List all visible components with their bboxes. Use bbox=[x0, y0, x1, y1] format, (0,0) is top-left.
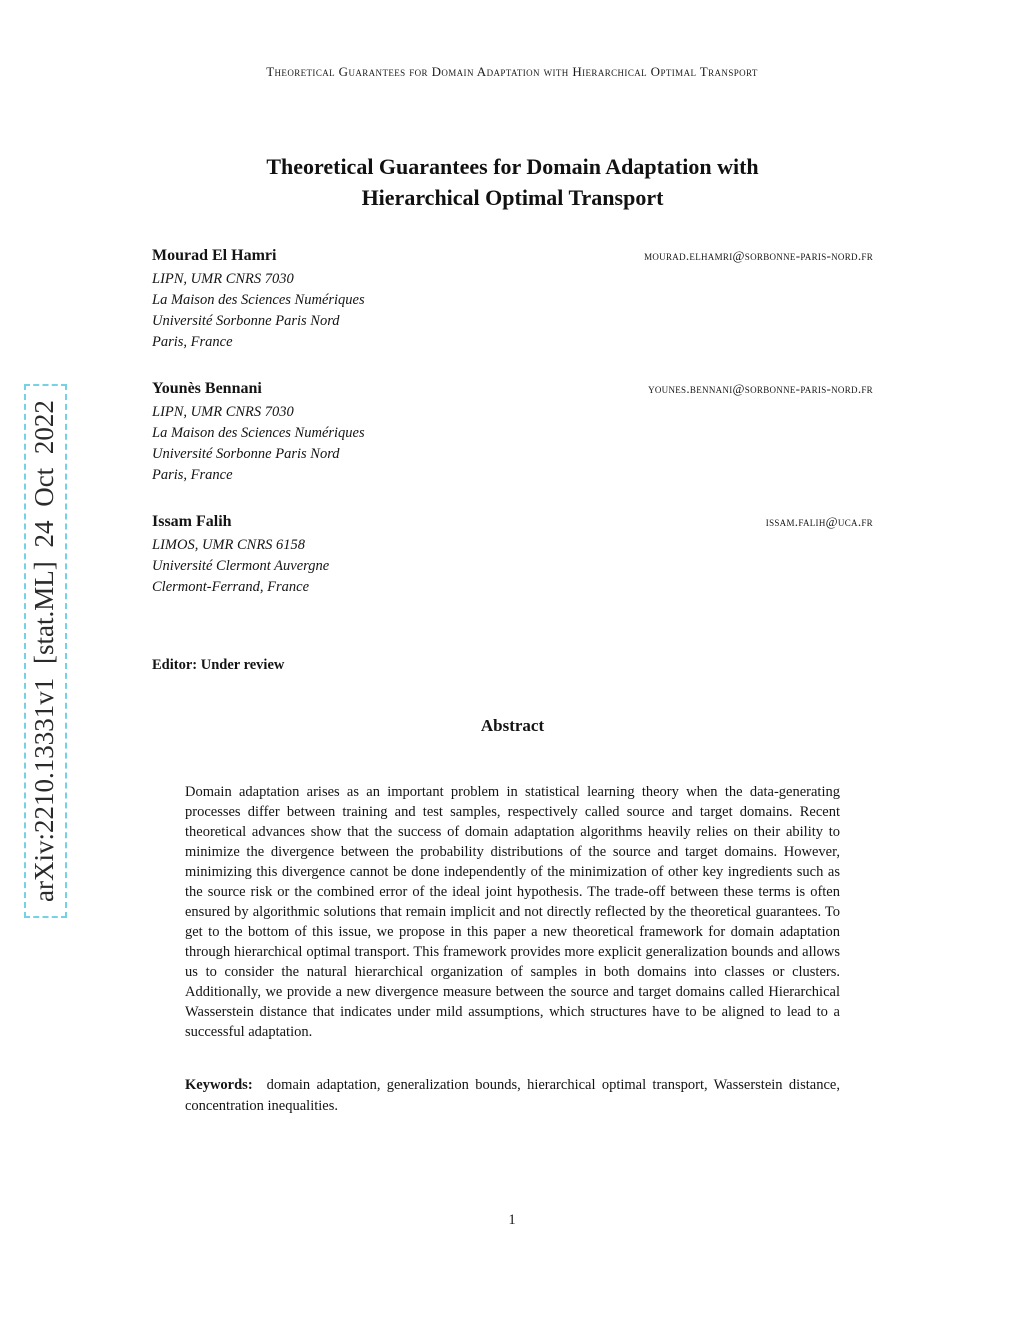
author-affiliation-line: LIMOS, UMR CNRS 6158 bbox=[152, 537, 306, 553]
abstract-heading: Abstract bbox=[480, 716, 545, 735]
paper-title-line1: Theoretical Guarantees for Domain Adaptation with bbox=[266, 154, 759, 179]
author-block bbox=[152, 247, 873, 352]
page-number: 1 bbox=[508, 1212, 516, 1228]
author-affiliation-line: Université Sorbonne Paris Nord bbox=[152, 313, 340, 329]
editor-line bbox=[152, 657, 873, 674]
editor-label: Editor: bbox=[152, 657, 198, 673]
content-column bbox=[152, 151, 873, 1117]
paper-title-line2: Hierarchical Optimal Transport bbox=[361, 185, 664, 210]
author-affiliation-line: Université Clermont Auvergne bbox=[152, 558, 330, 574]
author-affiliation-line: La Maison des Sciences Numériques bbox=[152, 292, 365, 308]
author-email: mourad.elhamri@sorbonne-paris-nord.fr bbox=[644, 248, 873, 263]
author-affiliation-line: Paris, France bbox=[152, 334, 233, 350]
arxiv-watermark-text: arXiv:2210.13331v1 [stat.ML] 24 Oct 2022 bbox=[29, 400, 59, 902]
author-block bbox=[152, 380, 873, 485]
arxiv-watermark bbox=[24, 384, 67, 918]
author-affiliation-line: Paris, France bbox=[152, 467, 233, 483]
author-email: younes.bennani@sorbonne-paris-nord.fr bbox=[648, 381, 873, 396]
author-name: Mourad El Hamri bbox=[152, 247, 277, 264]
author-name: Younès Bennani bbox=[152, 380, 262, 397]
author-affiliation-line: Université Sorbonne Paris Nord bbox=[152, 446, 340, 462]
author-affiliation-line: LIPN, UMR CNRS 7030 bbox=[152, 404, 294, 420]
author-block bbox=[152, 513, 873, 597]
author-row bbox=[152, 247, 873, 265]
author-row bbox=[152, 380, 873, 398]
author-affiliation-line: Clermont-Ferrand, France bbox=[152, 579, 310, 595]
running-head: Theoretical Guarantees for Domain Adaptation with Hierarchical Optimal Transport bbox=[266, 64, 758, 79]
keywords-line bbox=[185, 1075, 840, 1117]
author-name: Issam Falih bbox=[152, 513, 232, 530]
author-email: issam.falih@uca.fr bbox=[765, 514, 873, 529]
keywords-text: domain adaptation, generalization bounds, hierarchical optimal transport, Wasserstein distance, concentration inequalities. bbox=[185, 1077, 840, 1114]
paper-title bbox=[152, 151, 873, 213]
author-row bbox=[152, 513, 873, 531]
abstract-text: Domain adaptation arises as an important problem in statistical learning theory when the data-generating processes differ between training and test samples, respectively called source and target domains. Recent theoretical advances show that the success of domain adaptation algorithms heavily relies on their ability to minimize the divergence between the probability distributions of the source and target domains. However, minimizing this divergence cannot be done independently of the minimization of other key ingredients such as the source risk or the combined error of the ideal joint hypothesis. The trade-off between these terms is often ensured by algorithmic solutions that remain implicit and not directly reflected by the theoretical guarantees. To get to the bottom of this issue, we propose in this paper a new theoretical framework for domain adaptation through hierarchical optimal transport. This framework provides more explicit generalization bounds and allows us to consider the natural hierarchical organization of samples in both domains into classes or clusters. Additionally, we provide a new divergence measure between the source and target domains called Hierarchical Wasserstein distance that indicates under mild assumptions, which structures have to be aligned to lead to a successful adaptation. bbox=[185, 784, 840, 1040]
keywords-label: Keywords: bbox=[185, 1077, 253, 1093]
editor-value: Under review bbox=[200, 657, 285, 673]
author-affiliation-line: LIPN, UMR CNRS 7030 bbox=[152, 271, 294, 287]
author-affiliation-line: La Maison des Sciences Numériques bbox=[152, 425, 365, 441]
